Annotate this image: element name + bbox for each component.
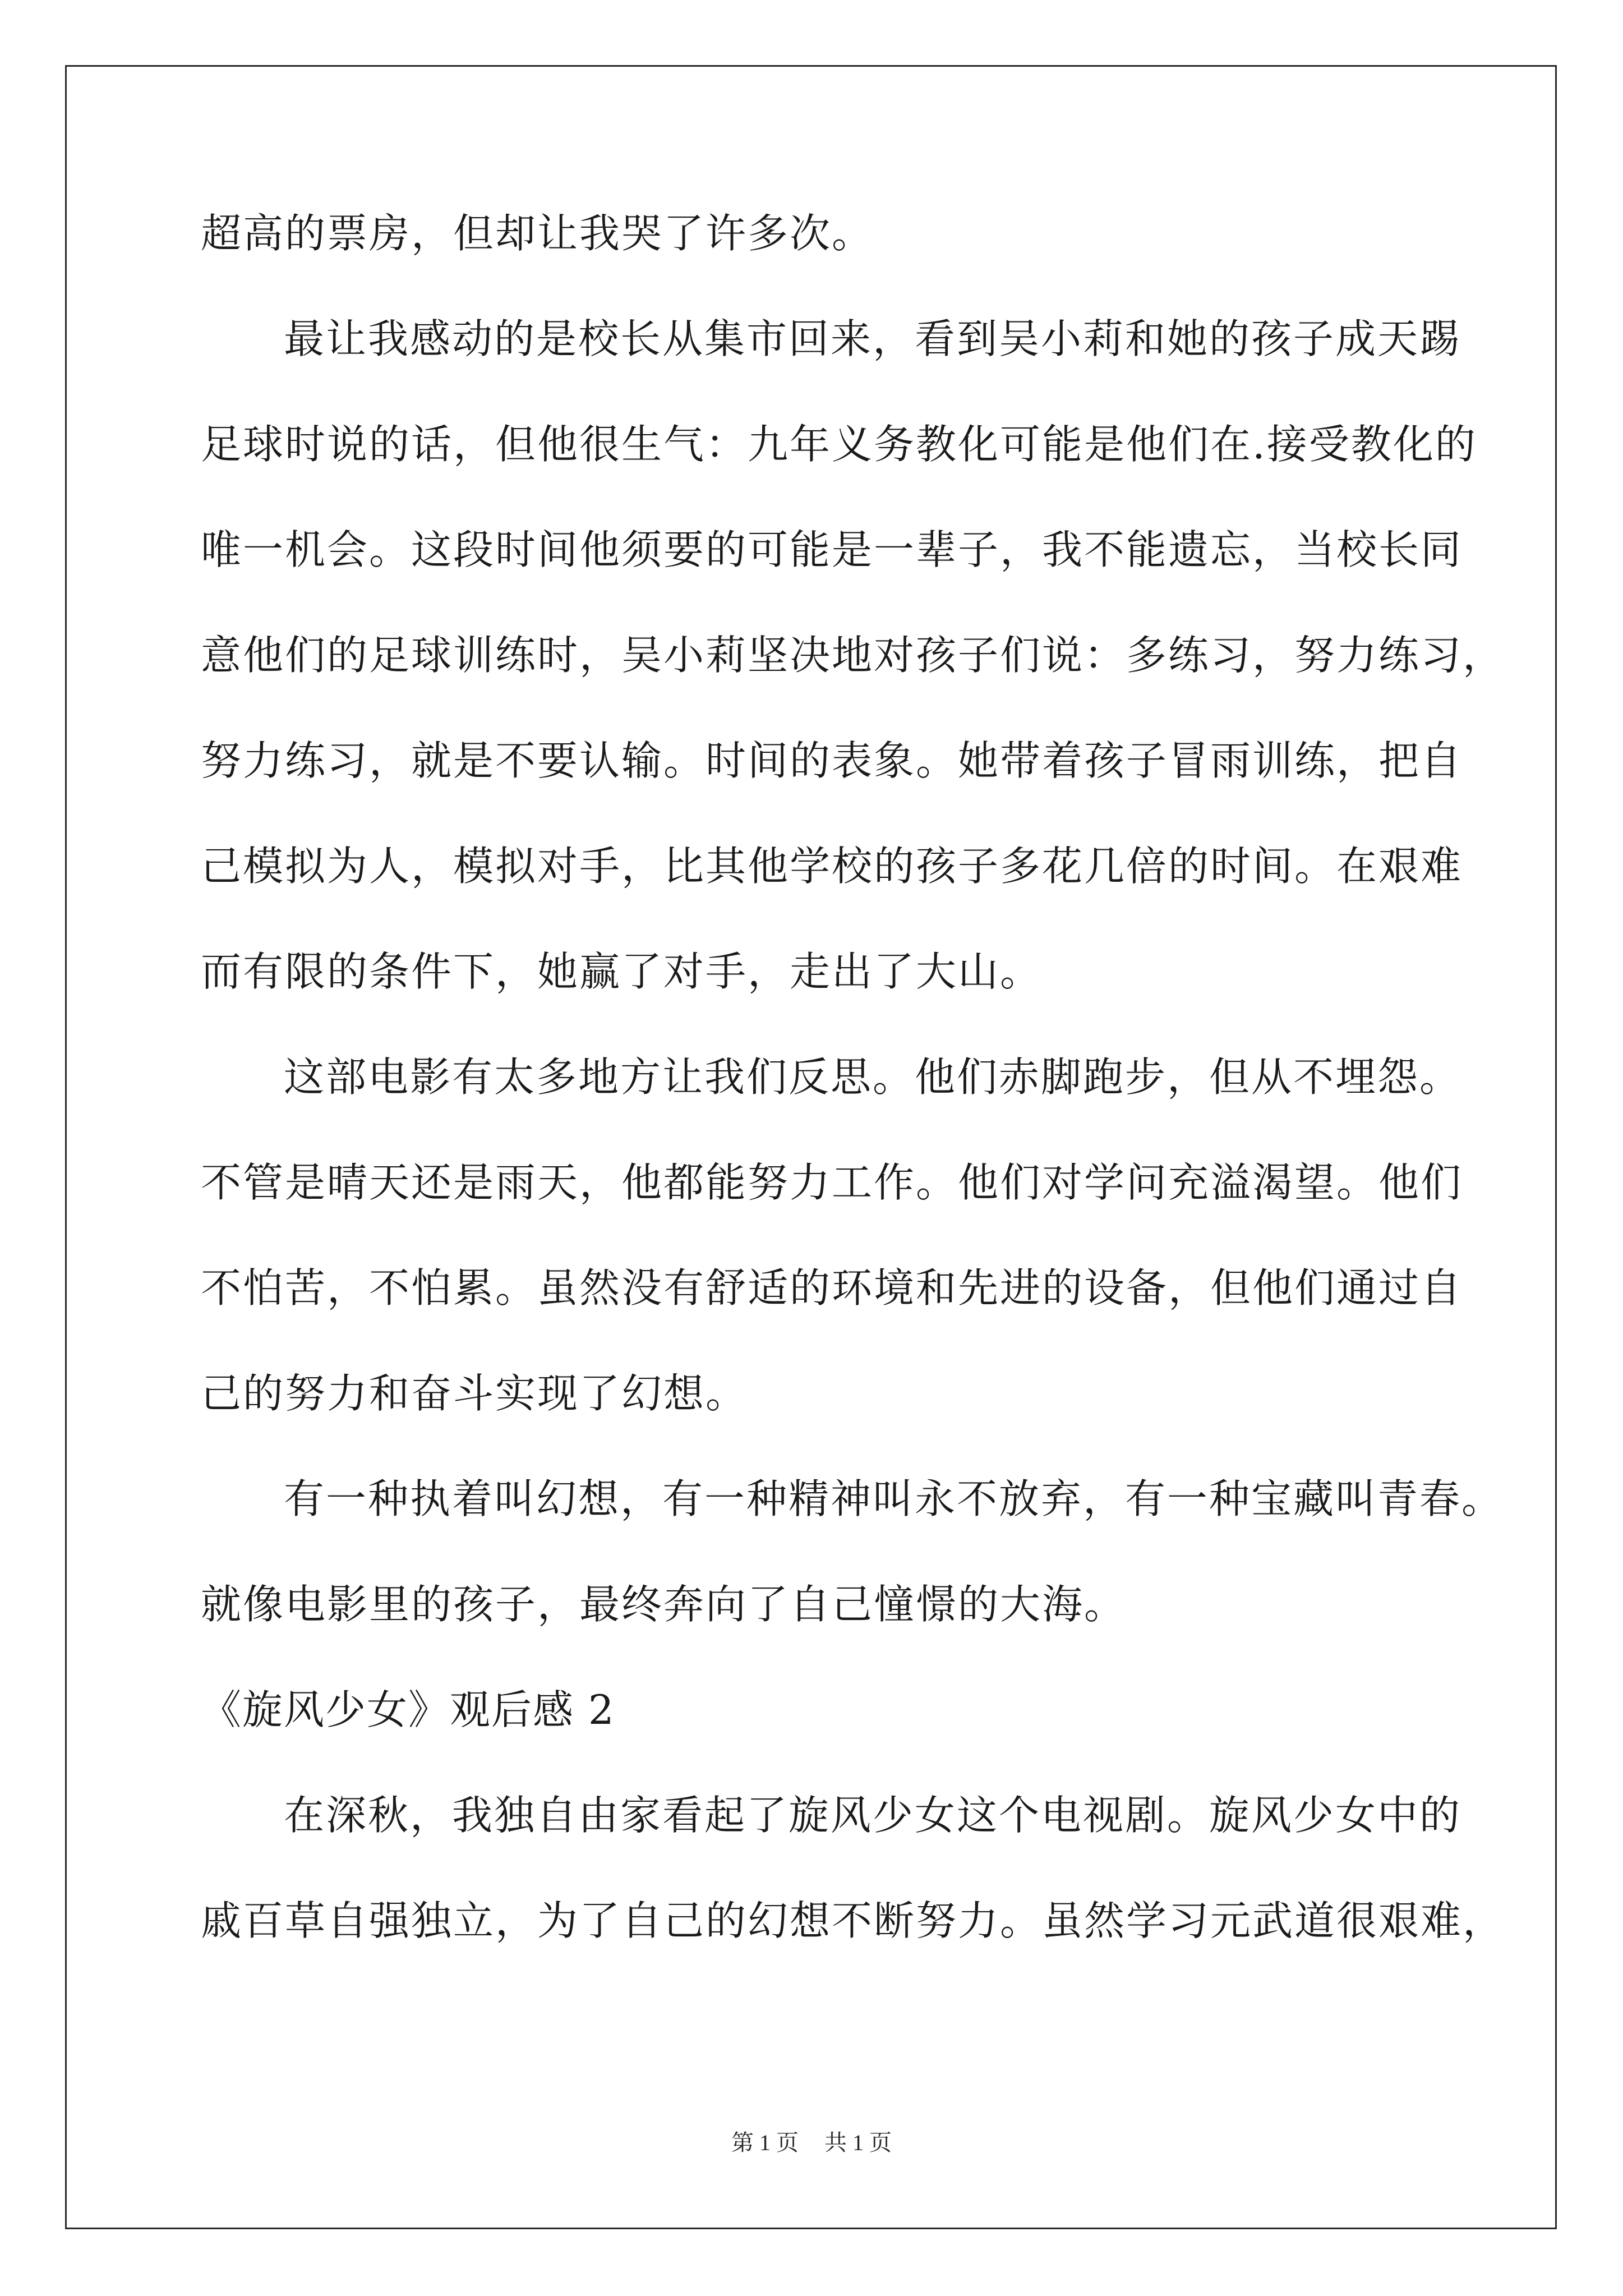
text-line: 不管是晴天还是雨天，他都能努力工作。他们对学问充溢渴望。他们 bbox=[201, 1159, 1463, 1206]
text-line: 足球时说的话，但他很生气：九年义务教化可能是他们在.接受教化的 bbox=[201, 421, 1477, 468]
text-line: 唯一机会。这段时间他须要的可能是一辈子，我不能遗忘，当校长同 bbox=[201, 526, 1463, 573]
text-line: 努力练习，就是不要认输。时间的表象。她带着孩子冒雨训练，把自 bbox=[201, 737, 1463, 784]
page-footer bbox=[0, 2132, 1623, 2154]
text-line: 意他们的足球训练时，吴小莉坚决地对孩子们说：多练习，努力练习， bbox=[201, 632, 1505, 679]
text-line: 而有限的条件下，她赢了对手，走出了大山。 bbox=[201, 948, 1043, 995]
text-line: 戚百草自强独立，为了自己的幻想不断努力。虽然学习元武道很艰难， bbox=[201, 1897, 1505, 1944]
text-line: 不怕苦，不怕累。虽然没有舒适的环境和先进的设备，但他们通过自 bbox=[201, 1264, 1463, 1312]
text-line: 就像电影里的孩子，最终奔向了自己憧憬的大海。 bbox=[201, 1581, 1127, 1628]
document-body bbox=[201, 210, 1505, 2006]
text-line: 己的努力和奋斗实现了幻想。 bbox=[201, 1370, 748, 1417]
page-total: 共 1 页 bbox=[824, 2130, 892, 2155]
section-heading: 《旋风少女》观后感 2 bbox=[201, 1686, 615, 1733]
text-line: 己模拟为人，模拟对手，比其他学校的孩子多花几倍的时间。在艰难 bbox=[201, 843, 1463, 890]
text-line: 最让我感动的是校长从集市回来，看到吴小莉和她的孩子成天踢 bbox=[284, 315, 1462, 362]
text-line: 在深秋，我独自由家看起了旋风少女这个电视剧。旋风少女中的 bbox=[284, 1792, 1462, 1839]
text-line: 超高的票房，但却让我哭了许多次。 bbox=[201, 210, 874, 257]
page-number: 第 1 页 bbox=[731, 2130, 799, 2155]
text-line: 这部电影有太多地方让我们反思。他们赤脚跑步，但从不埋怨。 bbox=[284, 1053, 1462, 1101]
text-line: 有一种执着叫幻想，有一种精神叫永不放弃，有一种宝藏叫青春。 bbox=[284, 1475, 1504, 1522]
